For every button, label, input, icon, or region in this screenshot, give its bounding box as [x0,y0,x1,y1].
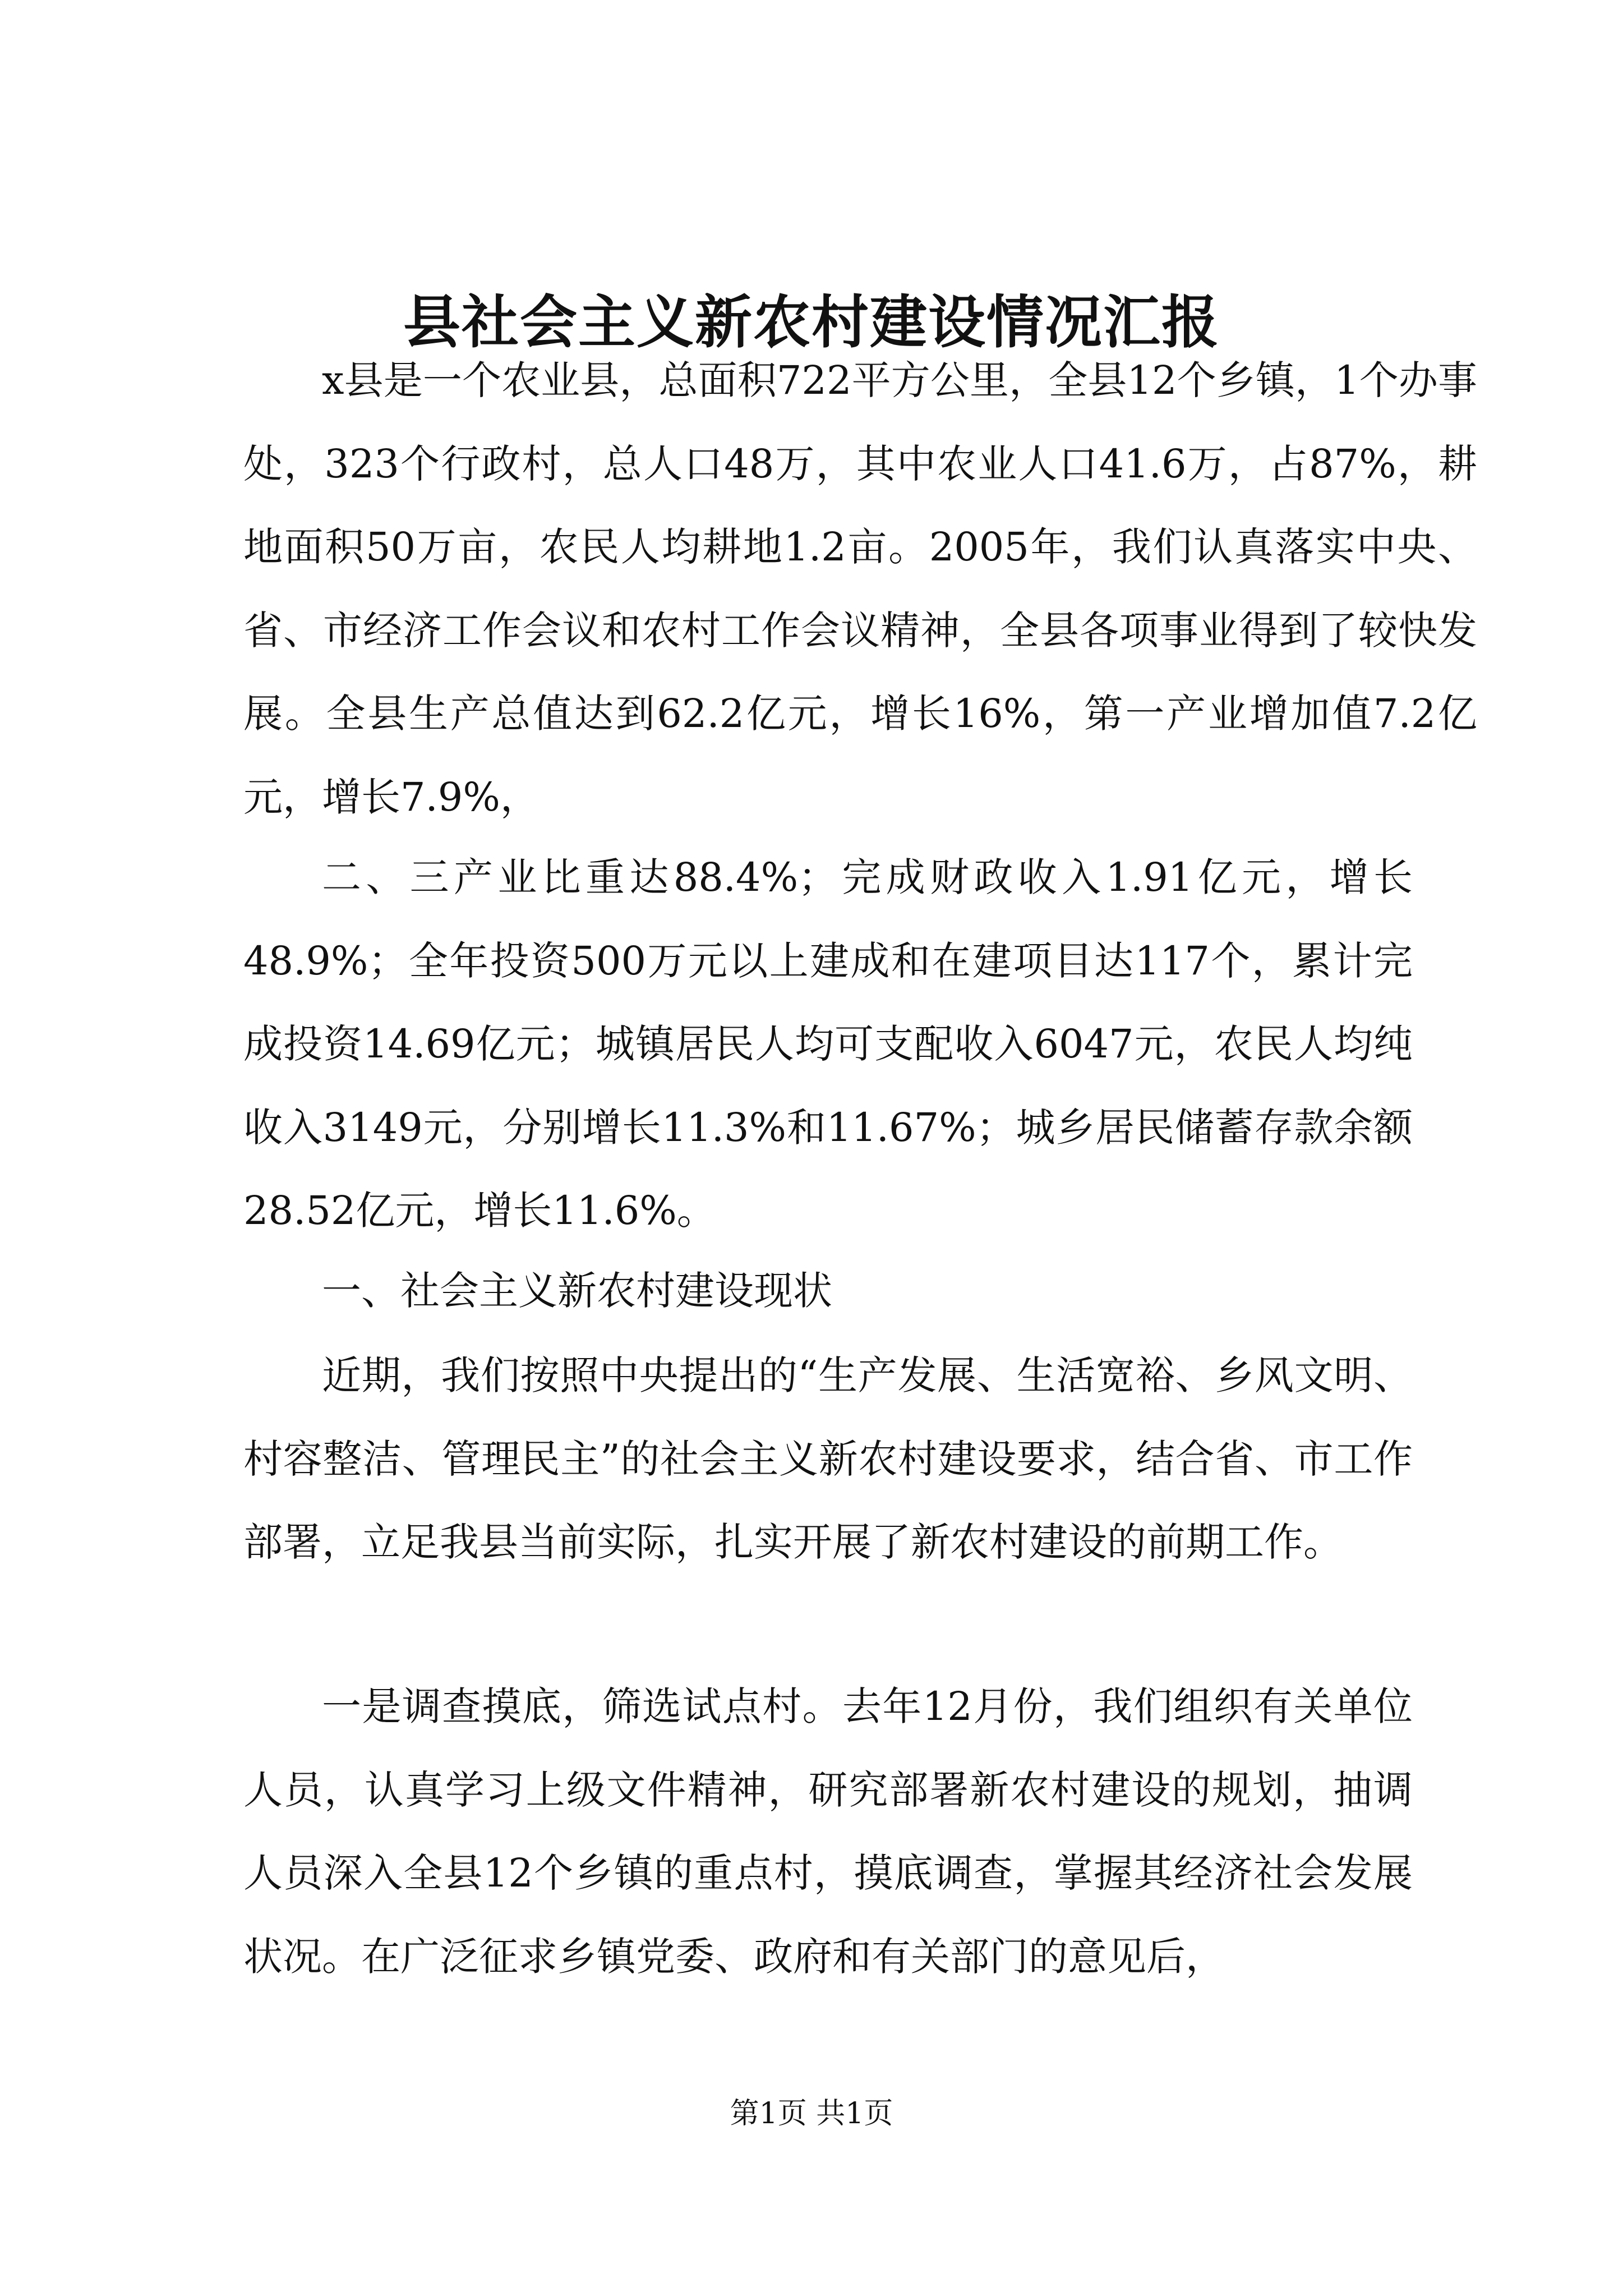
paragraph-overview: x县是一个农业县，总面积722平方公里，全县12个乡镇，1个办事处，323个行政村，总人口48万，其中农业人口41.6万，占87%，耕地面积50万亩，农民人均耕地1.2亩。2005年，我们认真落实中央、省、市经济工作会议和农村工作会议精神，全县各项事业得到了较快发展。全县生产总值达到62.2亿元，增长16%，第一产业增加值7.2亿元，增长7.9%， [243,357,1477,820]
paragraph-survey: 一是调查摸底，筛选试点村。去年12月份，我们组织有关单位人员，认真学习上级文件精神，研究部署新农村建设的规划，抽调人员深入全县12个乡镇的重点村，摸底调查，掌握其经济社会发展状况。在广泛征求乡镇党委、政府和有关部门的意见后， [243,1683,1413,1980]
document-title: 县社会主义新农村建设情况汇报 [403,289,1220,356]
page-footer: 第1页 共1页 [730,2097,893,2131]
paragraph-economic-indicators: 二、三产业比重达88.4%；完成财政收入1.91亿元，增长48.9%；全年投资500万元以上建成和在建项目达117个，累计完成投资14.69亿元；城镇居民人均可支配收入6047元，农民人均纯收入3149元，分别增长11.3%和11.67%；城乡居民储蓄存款余额28.52亿元，增长11.6%。 [243,854,1413,1234]
section-heading: 一、社会主义新农村建设现状 [322,1268,832,1314]
paragraph-recent-work: 近期，我们按照中央提出的“生产发展、生活宽裕、乡风文明、村容整洁、管理民主”的社会主义新农村建设要求，结合省、市工作部署，立足我县当前实际，扎实开展了新农村建设的前期工作。 [243,1352,1413,1565]
